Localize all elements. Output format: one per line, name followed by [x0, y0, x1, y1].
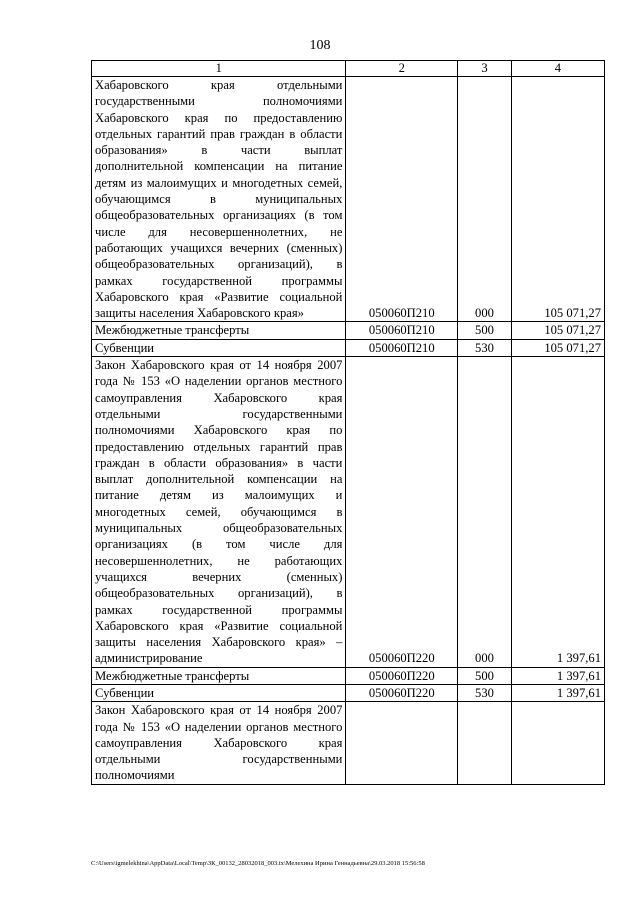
- row-target-code: 050060П210: [346, 322, 458, 339]
- row-expense-type: 500: [458, 322, 512, 339]
- table-row: [92, 702, 605, 784]
- row-amount: 105 071,27: [511, 322, 604, 339]
- column-header-4: 4: [511, 61, 604, 77]
- table-row: [92, 357, 605, 668]
- row-target-code: 050060П220: [346, 684, 458, 701]
- file-path-footer: C:\Users\igmelekhina\AppData\Local\Temp\ЗК_00132_28032018_003.tx\Мелехина Ирина Геннадьевна\29.03.2018 15:56:58: [91, 860, 425, 867]
- table-header-row: [92, 61, 605, 77]
- table-row: [92, 667, 605, 684]
- row-target-code: 050060П220: [346, 357, 458, 668]
- column-header-3: 3: [458, 61, 512, 77]
- row-description: Субвенции: [92, 339, 346, 356]
- row-description: Межбюджетные трансферты: [92, 667, 346, 684]
- row-target-code: [346, 702, 458, 784]
- row-expense-type: 530: [458, 339, 512, 356]
- row-description: Межбюджетные трансферты: [92, 322, 346, 339]
- row-expense-type: 000: [458, 77, 512, 322]
- budget-table: [91, 60, 605, 785]
- row-expense-type: 500: [458, 667, 512, 684]
- row-target-code: 050060П210: [346, 339, 458, 356]
- row-description: Закон Хабаровского края от 14 ноября 2007 года № 153 «О наделении органов местного самоуправления Хабаровского края отдельными государственными полномочиями: [92, 702, 346, 784]
- column-header-2: 2: [346, 61, 458, 77]
- row-expense-type: 000: [458, 357, 512, 668]
- row-amount: [511, 702, 604, 784]
- table-row: [92, 322, 605, 339]
- table-row: [92, 339, 605, 356]
- row-amount: 1 397,61: [511, 357, 604, 668]
- row-target-code: 050060П220: [346, 667, 458, 684]
- table-row: [92, 684, 605, 701]
- row-description: Закон Хабаровского края от 14 ноября 2007 года № 153 «О наделении органов местного самоуправления Хабаровского края отдельными государственными полномочиями Хабаровского края по предоставлению отдельных гарантий прав граждан в области образования» в части выплат дополнительной компенсации на питание детям из малоимущих и многодетных семей, обучающимся в муниципальных общеобразовательных организациях (в том числе для несовершеннолетних, не работающих учащихся вечерних (сменных) общеобразовательных организаций), в рамках государственной программы Хабаровского края «Развитие социальной защиты населения Хабаровского края» – администрирование: [92, 357, 346, 668]
- row-expense-type: 530: [458, 684, 512, 701]
- table-row: [92, 77, 605, 322]
- row-amount: 105 071,27: [511, 339, 604, 356]
- column-header-1: 1: [92, 61, 346, 77]
- row-amount: 105 071,27: [511, 77, 604, 322]
- row-expense-type: [458, 702, 512, 784]
- row-target-code: 050060П210: [346, 77, 458, 322]
- row-amount: 1 397,61: [511, 684, 604, 701]
- row-amount: 1 397,61: [511, 667, 604, 684]
- row-description: Субвенции: [92, 684, 346, 701]
- row-description: Хабаровского края отдельными государственными полномочиями Хабаровского края по предоставлению отдельных гарантий прав граждан в области образования» в части выплат дополнительной компенсации на питание детям из малоимущих и многодетных семей, обучающимся в муниципальных общеобразовательных организациях (в том числе для несовершеннолетних, не работающих учащихся вечерних (сменных) общеобразовательных организаций), в рамках государственной программы Хабаровского края «Развитие социальной защиты населения Хабаровского края»: [92, 77, 346, 322]
- page-number: 108: [309, 38, 331, 53]
